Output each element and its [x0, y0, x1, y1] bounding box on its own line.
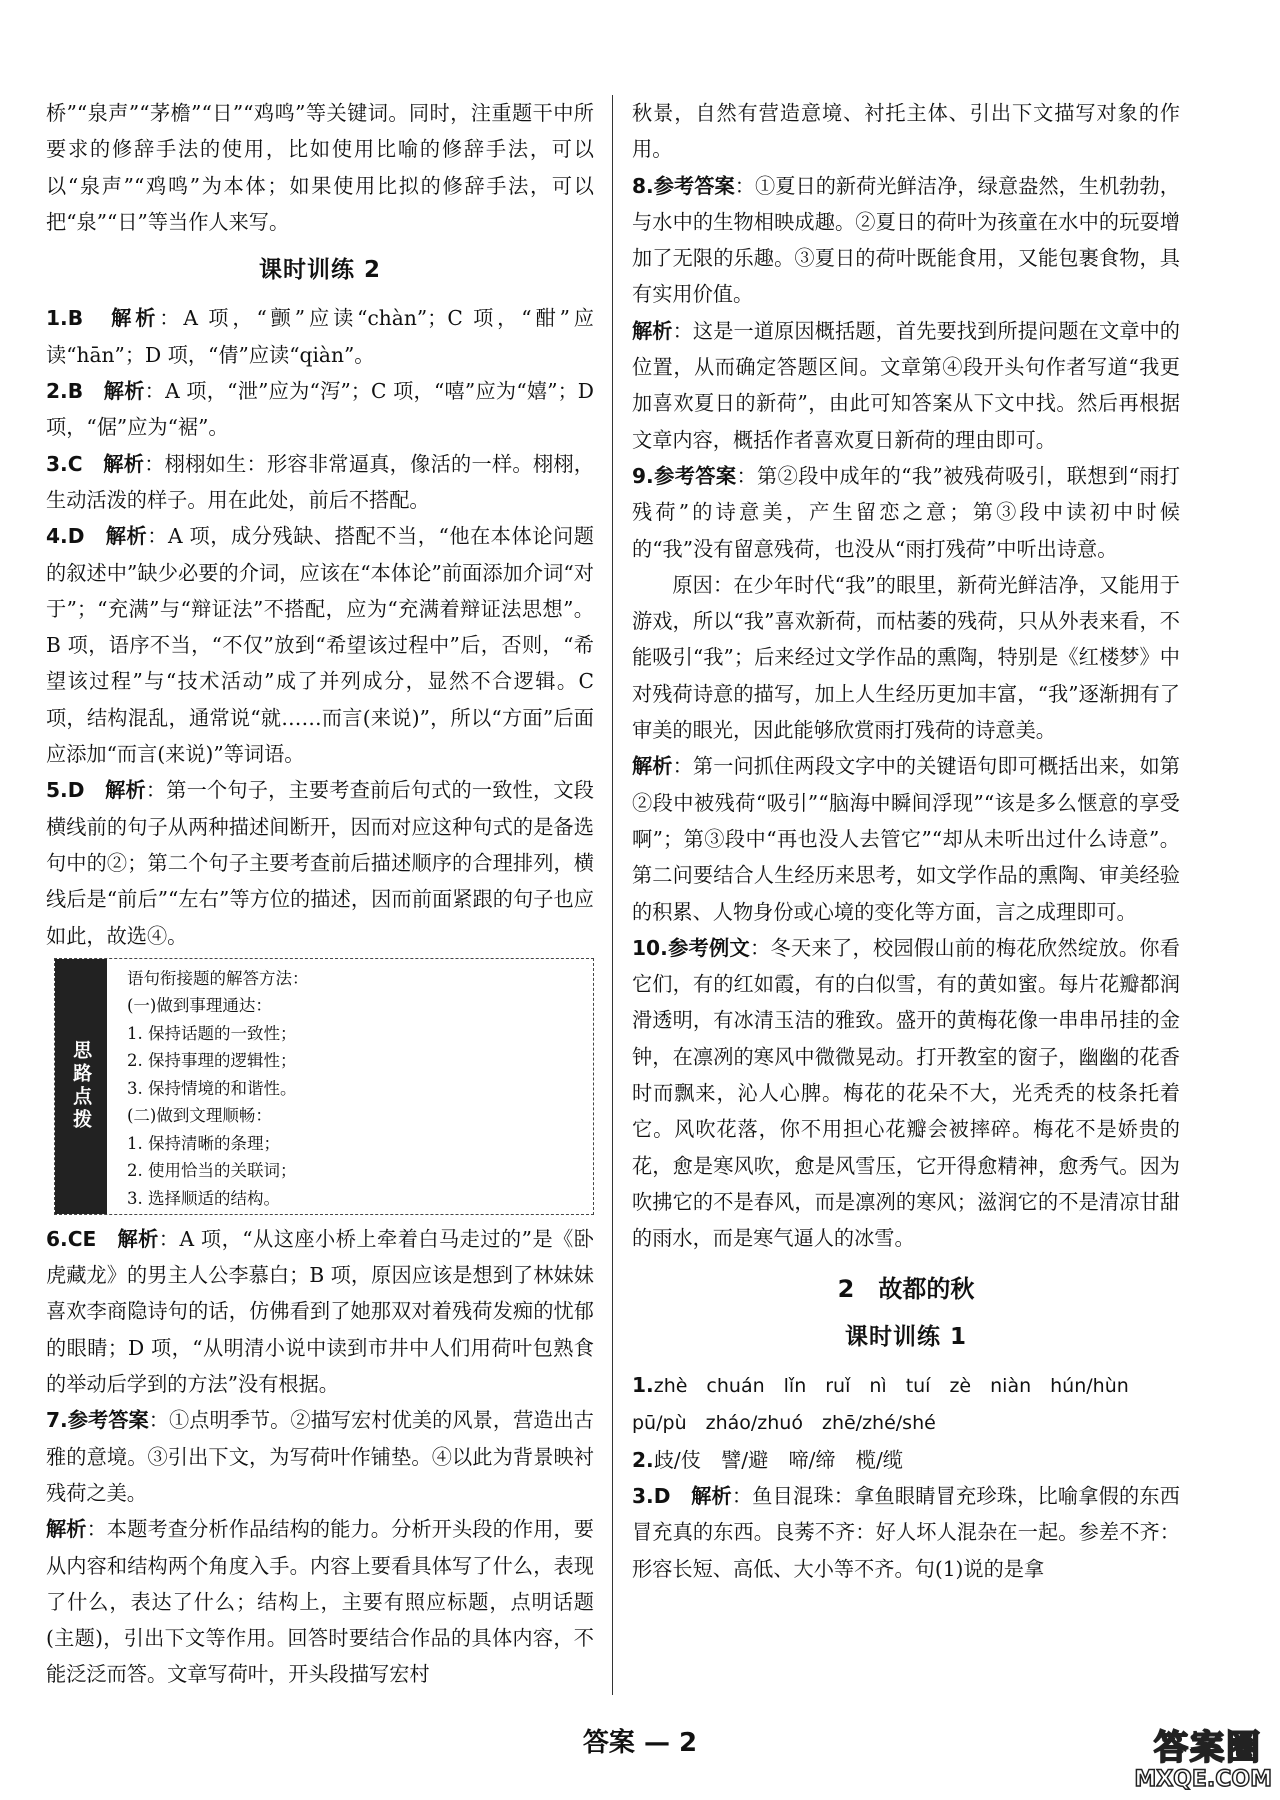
left-column — [46, 95, 594, 1693]
question-4: 4.D 解析：A 项，成分残缺、搭配不当，“他在本体论问题的叙述中”缺少必要的介词，应该在“本体论”前面添加介词“对于”；“充满”与“辩证法”不搭配，应为“充满着辩证法思想”。B 项，语序不当，“不仅”放到“希望该过程中”后，否则，“希望该过程”与“技术活动”成了并列成分，显然不合逻辑。C 项，结构混乱，通常说“就……而言(来说)”，所以“方面”后面应添加“而言(来说)”等词语。 — [46, 524, 594, 767]
question-1: 1.B 解析：A 项，“颤”应读“chàn”；C 项，“酣”应读“hān”；D 项，“倩”应读“qiàn”。 — [46, 306, 594, 367]
tip-line: 1. 保持清晰的条理； — [127, 1133, 280, 1153]
tip-line: (一)做到事理通达： — [127, 996, 272, 1016]
question-3: 3.C 解析：栩栩如生：形容非常逼真，像活的一样。栩栩，生动活泼的样子。用在此处，前后不搭配。 — [46, 451, 594, 512]
question-8: 8.参考答案：①夏日的新荷光鲜洁净，绿意盎然，生机勃勃，与水中的生物相映成趣。②夏日的荷叶为孩童在水中的玩耍增加了无限的乐趣。③夏日的荷叶既能食用，又能包裹食物，具有实用价值。 — [632, 173, 1180, 307]
question-9-analysis: 解析：第一问抓住两段文字中的关键语句即可概括出来，如第②段中被残荷“吸引”“脑海中瞬间浮现”“该是多么惬意的享受啊”；第③段中“再也没人去管它”“却从未听出过什么诗意”。第二问要结合人生经历来思考，如文学作品的熏陶、审美经验的积累、人物身份或心境的变化等方面，言之成理即可。 — [632, 754, 1180, 924]
chapter-title: 2 故都的秋 — [837, 1274, 975, 1303]
question-8-analysis: 解析：这是一道原因概括题，首先要找到所提问题在文章中的位置，从而确定答题区间。文章第④段开头句作者写道“我更加喜欢夏日的新荷”，由此可知答案从下文中找。然后再根据文章内容，概括作者喜欢夏日新荷的理由即可。 — [632, 318, 1180, 452]
pinyin-question-1: 1.zhè chuán lǐn ruǐ nì tuí zè niàn hún/hùn — [632, 1373, 1129, 1398]
question-6: 6.CE 解析：A 项，“从这座小桥上牵着白马走过的”是《卧虎藏龙》的男主人公李慕白；B 项，原因应该是想到了林妹妹喜欢李商隐诗句的话，仿佛看到了她那双对着残荷发痴的忧郁的眼睛；D 项，“从明清小说中读到市井中人们用荷叶包熟食的举动后学到的方法”没有根据。 — [46, 1226, 594, 1397]
tip-line: 2. 使用恰当的关联词； — [127, 1161, 297, 1181]
question-7-continued: 秋景，自然有营造意境、衬托主体、引出下文描写对象的作用。 — [632, 101, 1180, 162]
tip-line: 3. 选择顺适的结构。 — [127, 1188, 280, 1208]
question-9-reason: 原因：在少年时代“我”的眼里，新荷光鲜洁净，又能用于游戏，所以“我”喜欢新荷，而枯萎的残荷，只从外表来看，不能吸引“我”；后来经过文学作品的熏陶，特别是《红楼梦》中对残荷诗意的描写，加上人生经历更加丰富，“我”逐渐拥有了审美的眼光，因此能够欣赏雨打残荷的诗意美。 — [632, 572, 1180, 743]
section-title: 课时训练 1 — [844, 1323, 967, 1350]
watermark-text: 答案圈 — [1154, 1728, 1262, 1768]
section-title: 课时训练 2 — [258, 257, 381, 284]
page-footer: 答案 — 2 — [582, 1728, 698, 1758]
question-9: 9.参考答案：第②段中成年的“我”被残荷吸引，联想到“雨打残荷”的诗意美，产生留恋之意；第③段中读初中时候的“我”没有留意残荷，也没从“雨打残荷”中听出诗意。 — [632, 463, 1180, 561]
column-divider — [612, 95, 613, 1695]
question-2: 2.B 解析：A 项，“泄”应为“泻”；C 项，“嘻”应为“嬉”；D 项，“倨”应为“裾”。 — [46, 379, 594, 440]
question-10: 10.参考例文：冬天来了，校园假山前的梅花欣然绽放。你看它们，有的红如霞，有的白似雪，有的黄如蜜。每片花瓣都润滑透明，有冰清玉洁的雅致。盛开的黄梅花像一串串吊挂的金钟，在凛冽的寒风中微微晃动。打开教室的窗子，幽幽的花香时而飘来，沁人心脾。梅花的花朵不大，光秃秃的枝条托着它。风吹花落，你不用担心花瓣会被摔碎。梅花不是娇贵的花，愈是寒风吹，愈是风雪压，它开得愈精神，愈秀气。因为吹拂它的不是春风，而是凛冽的寒风；滋润它的不是清凉甘甜的雨水，而是寒气逼人的冰雪。 — [632, 935, 1180, 1251]
tip-box-body — [127, 965, 585, 1213]
tip-line: 语句衔接题的解答方法： — [127, 968, 309, 988]
tip-line: 2. 保持事理的逻辑性； — [127, 1051, 297, 1071]
tip-line: 1. 保持话题的一致性； — [127, 1023, 297, 1043]
pinyin-question-1-line2: pū/pù zháo/zhuó zhē/zhé/shé — [632, 1412, 936, 1435]
watermark-logo — [1097, 1720, 1272, 1792]
tip-line: 3. 保持情境的和谐性。 — [127, 1078, 297, 1098]
tip-line: (二)做到文理顺畅： — [127, 1106, 272, 1126]
question-2-chars: 2.歧/伎 譬/避 啼/缔 榄/缆 — [632, 1447, 903, 1472]
question-7: 7.参考答案：①点明季节。②描写宏村优美的风景，营造出古雅的意境。③引出下文，为写荷叶作铺垫。④以此为背景映衬残荷之美。 — [46, 1408, 594, 1505]
question-7-analysis: 解析：本题考查分析作品结构的能力。分析开头段的作用，要从内容和结构两个角度入手。内容上要看具体写了什么，表现了什么，表达了什么；结构上，主要有照应标题，点明话题(主题)，引出下文等作用。回答时要结合作品的具体内容，不能泛泛而答。文章写荷叶，开头段描写宏村 — [46, 1517, 594, 1687]
tip-box-tab: 思路点拨 — [55, 959, 107, 1214]
intro-paragraph: 桥”“泉声”“茅檐”“日”“鸡鸣”等关键词。同时，注重题干中所要求的修辞手法的使用，比如使用比喻的修辞手法，可以以“泉声”“鸡鸣”为本体；如果使用比拟的修辞手法，可以把“泉”“日”等当作人来写。 — [46, 101, 594, 234]
watermark-url: MXQE.COM — [1134, 1767, 1272, 1792]
right-column — [632, 95, 1180, 1587]
tip-box — [54, 958, 594, 1215]
question-5: 5.D 解析：第一个句子，主要考查前后句式的一致性，文段横线前的句子从两种描述间断开，因而对应这种句式的是备选句中的②；第二个句子主要考查前后描述顺序的合理排列，横线后是“前后”“左右”等方位的描述，因而前面紧跟的句子也应如此，故选④。 — [46, 778, 594, 948]
question-3-idioms: 3.D 解析：鱼目混珠：拿鱼眼睛冒充珍珠，比喻拿假的东西冒充真的东西。良莠不齐：好人坏人混杂在一起。参差不齐：形容长短、高低、大小等不齐。句(1)说的是拿 — [632, 1483, 1180, 1581]
